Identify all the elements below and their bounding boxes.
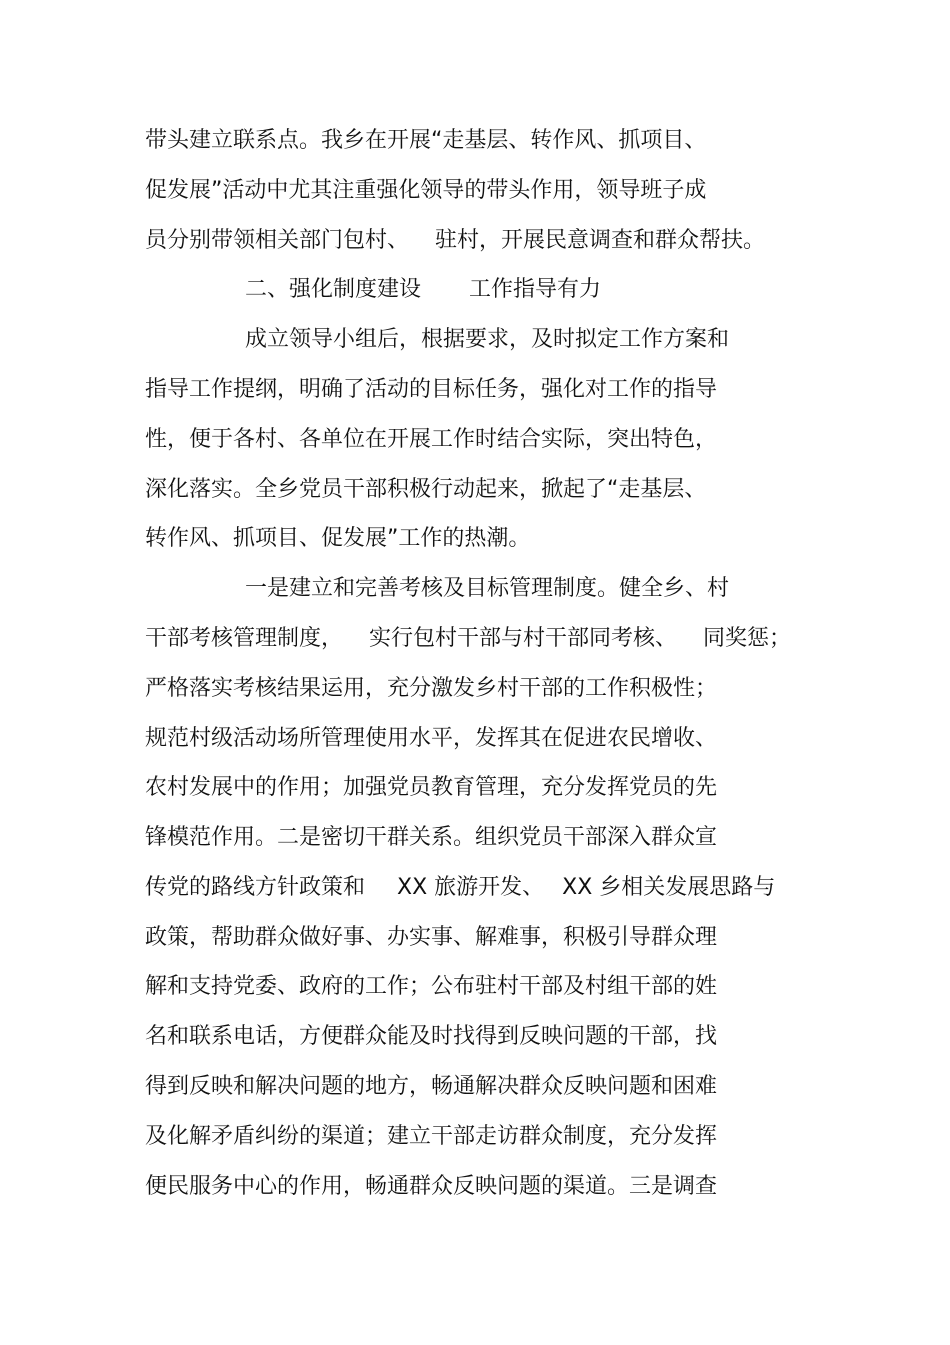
- section-heading: [245, 275, 601, 305]
- paragraph-line: 成立领导小组后，根据要求，及时拟定工作方案和: [245, 327, 730, 352]
- paragraph-line: 指导工作提纲，明确了活动的目标任务，强化对工作的指导: [145, 377, 718, 402]
- line-segment: XX 旅游开发、: [397, 875, 545, 900]
- line-segment: 员分别带领相关部门包村、: [145, 228, 410, 253]
- paragraph-line: 锋模范作用。二是密切干群关系。组织党员干部深入群众宣: [145, 825, 718, 850]
- paragraph-line: 名和联系电话，方便群众能及时找得到反映问题的干部，找: [145, 1024, 718, 1049]
- paragraph-line: 促发展”活动中尤其注重强化领导的带头作用，领导班子成: [145, 178, 707, 203]
- paragraph-line: [145, 624, 791, 654]
- paragraph-line: 带头建立联系点。我乡在开展“走基层、转作风、抓项目、: [145, 128, 707, 153]
- line-segment: 同奖惩；: [703, 626, 792, 651]
- heading-part: 二、强化制度建设: [245, 277, 422, 302]
- paragraph-line: 解和支持党委、政府的工作；公布驻村干部及村组干部的姓: [145, 974, 718, 999]
- heading-part: 工作指导有力: [469, 277, 602, 302]
- line-segment: 驻村，开展民意调查和群众帮扶。: [435, 228, 766, 253]
- paragraph-line: 性，便于各村、各单位在开展工作时结合实际，突出特色，: [145, 427, 718, 452]
- paragraph-line: 便民服务中心的作用，畅通群众反映问题的渠道。三是调查: [145, 1174, 718, 1199]
- paragraph-line: 农村发展中的作用；加强党员教育管理，充分发挥党员的先: [145, 775, 718, 800]
- paragraph-line: 及化解矛盾纠纷的渠道；建立干部走访群众制度，充分发挥: [145, 1124, 718, 1149]
- paragraph-line: 得到反映和解决问题的地方，畅通解决群众反映问题和困难: [145, 1074, 718, 1099]
- line-segment: XX 乡相关发展思路与: [562, 875, 776, 900]
- paragraph-line: 深化落实。全乡党员干部积极行动起来，掀起了“走基层、: [145, 477, 707, 502]
- paragraph-line: 政策，帮助群众做好事、办实事、解难事，积极引导群众理: [145, 925, 718, 950]
- line-segment: 传党的路线方针政策和: [145, 875, 366, 900]
- line-segment: 实行包村干部与村干部同考核、: [369, 626, 678, 651]
- line-segment: 干部考核管理制度，: [145, 626, 344, 651]
- paragraph-line: 一是建立和完善考核及目标管理制度。健全乡、村: [245, 576, 730, 601]
- paragraph-line: 严格落实考核结果运用，充分激发乡村干部的工作积极性；: [145, 676, 718, 701]
- paragraph-line: [145, 873, 775, 903]
- paragraph-line: 转作风、抓项目、促发展”工作的热潮。: [145, 526, 531, 551]
- paragraph-line: 规范村级活动场所管理使用水平，发挥其在促进农民增收、: [145, 726, 718, 751]
- paragraph-line: [145, 226, 765, 256]
